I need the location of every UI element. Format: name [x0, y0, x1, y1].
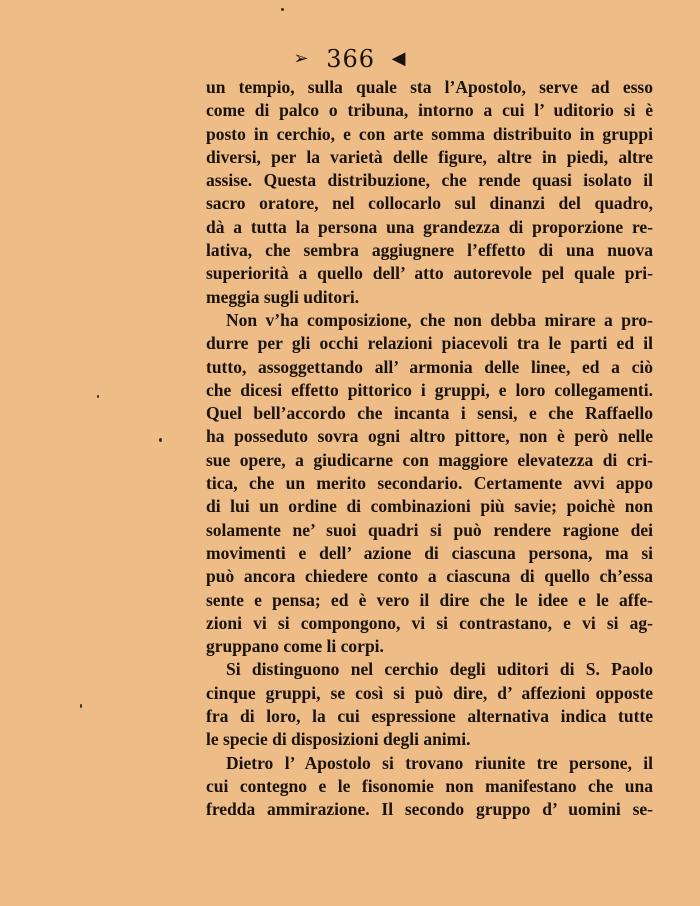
text-line: cinque gruppi, se così si può dire, d’ affezioni opposte: [206, 682, 653, 703]
paper-speck: [97, 395, 99, 398]
text-line: le specie di disposizioni degli animi.: [206, 729, 471, 750]
text-line: sente e pensa; ed è vero il dire che le idee e le affe-: [206, 589, 653, 610]
text-line: sacro oratore, nel collocarlo sul dinanzi del quadro,: [206, 193, 653, 214]
text-line: Si distinguono nel cerchio degli uditori di S. Paolo: [226, 659, 653, 680]
text-line: come di palco o tribuna, intorno a cui l’ uditorio si è: [206, 100, 653, 121]
paper-speck: [281, 8, 284, 11]
text-line: solamente ne’ suoi quadri si può rendere ragione dei: [206, 519, 653, 540]
right-ornament-icon: ◀: [391, 47, 407, 69]
text-line: posto in cerchio, e con arte somma distribuito in gruppi: [206, 123, 653, 144]
page-header: [0, 42, 700, 74]
text-line: superiorità a quello dell’ atto autorevole pel quale pri-: [206, 263, 653, 284]
text-line: movimenti e dell’ azione di ciascuna persona, ma si: [206, 542, 653, 563]
text-line: assise. Questa distribuzione, che rende quasi isolato il: [206, 170, 653, 191]
text-line: durre per gli occhi relazioni piacevoli tra le parti ed il: [206, 333, 653, 354]
text-line: sue opere, a giudicarne con maggiore elevatezza di cri-: [206, 449, 653, 470]
text-line: ha posseduto sovra ogni altro pittore, non è però nelle: [206, 426, 653, 447]
text-line: può ancora chiedere conto a ciascuna di quello ch’essa: [206, 566, 653, 587]
text-line: Non v’ha composizione, che non debba mirare a pro-: [226, 309, 653, 330]
text-line: di lui un ordine di combinazioni più savie; poichè non: [206, 496, 653, 517]
text-line: gruppano come li corpi.: [206, 636, 384, 657]
text-line: che dicesi effetto pittorico i gruppi, e loro collegamenti.: [206, 379, 653, 400]
text-line: tica, che un merito secondario. Certamente avvi appo: [206, 473, 653, 494]
text-line: fra di loro, la cui espressione alternativa indica tutte: [206, 706, 653, 727]
text-line: un tempio, sulla quale sta l’Apostolo, serve ad esso: [206, 77, 653, 97]
text-line: lativa, che sembra aggiugnere l’effetto di una nuova: [206, 240, 653, 261]
body-text: [206, 76, 653, 822]
text-line: tutto, assoggettando all’ armonia delle linee, ed a ciò: [206, 356, 653, 377]
page-number: 366: [326, 44, 376, 73]
text-line: Quel bell’accordo che incanta i sensi, e che Raffaello: [206, 403, 653, 424]
text-line: fredda ammirazione. Il secondo gruppo d’ uomini se-: [206, 799, 653, 820]
text-line: dà a tutta la persona una grandezza di proporzione re-: [206, 216, 653, 237]
text-line: cui contegno e le fisonomie non manifestano che una: [206, 775, 653, 796]
paper-speck: [159, 438, 162, 442]
text-line: meggia sugli uditori.: [206, 286, 360, 307]
text-line: zioni vi si compongono, vi si contrastano, e vi si ag-: [206, 612, 653, 633]
left-ornament-icon: ➢: [293, 47, 310, 69]
text-line: diversi, per la varietà delle figure, altre in piedi, altre: [206, 146, 653, 167]
paper-speck: [80, 704, 82, 708]
text-line: Dietro l’ Apostolo si trovano riunite tre persone, il: [226, 752, 653, 773]
